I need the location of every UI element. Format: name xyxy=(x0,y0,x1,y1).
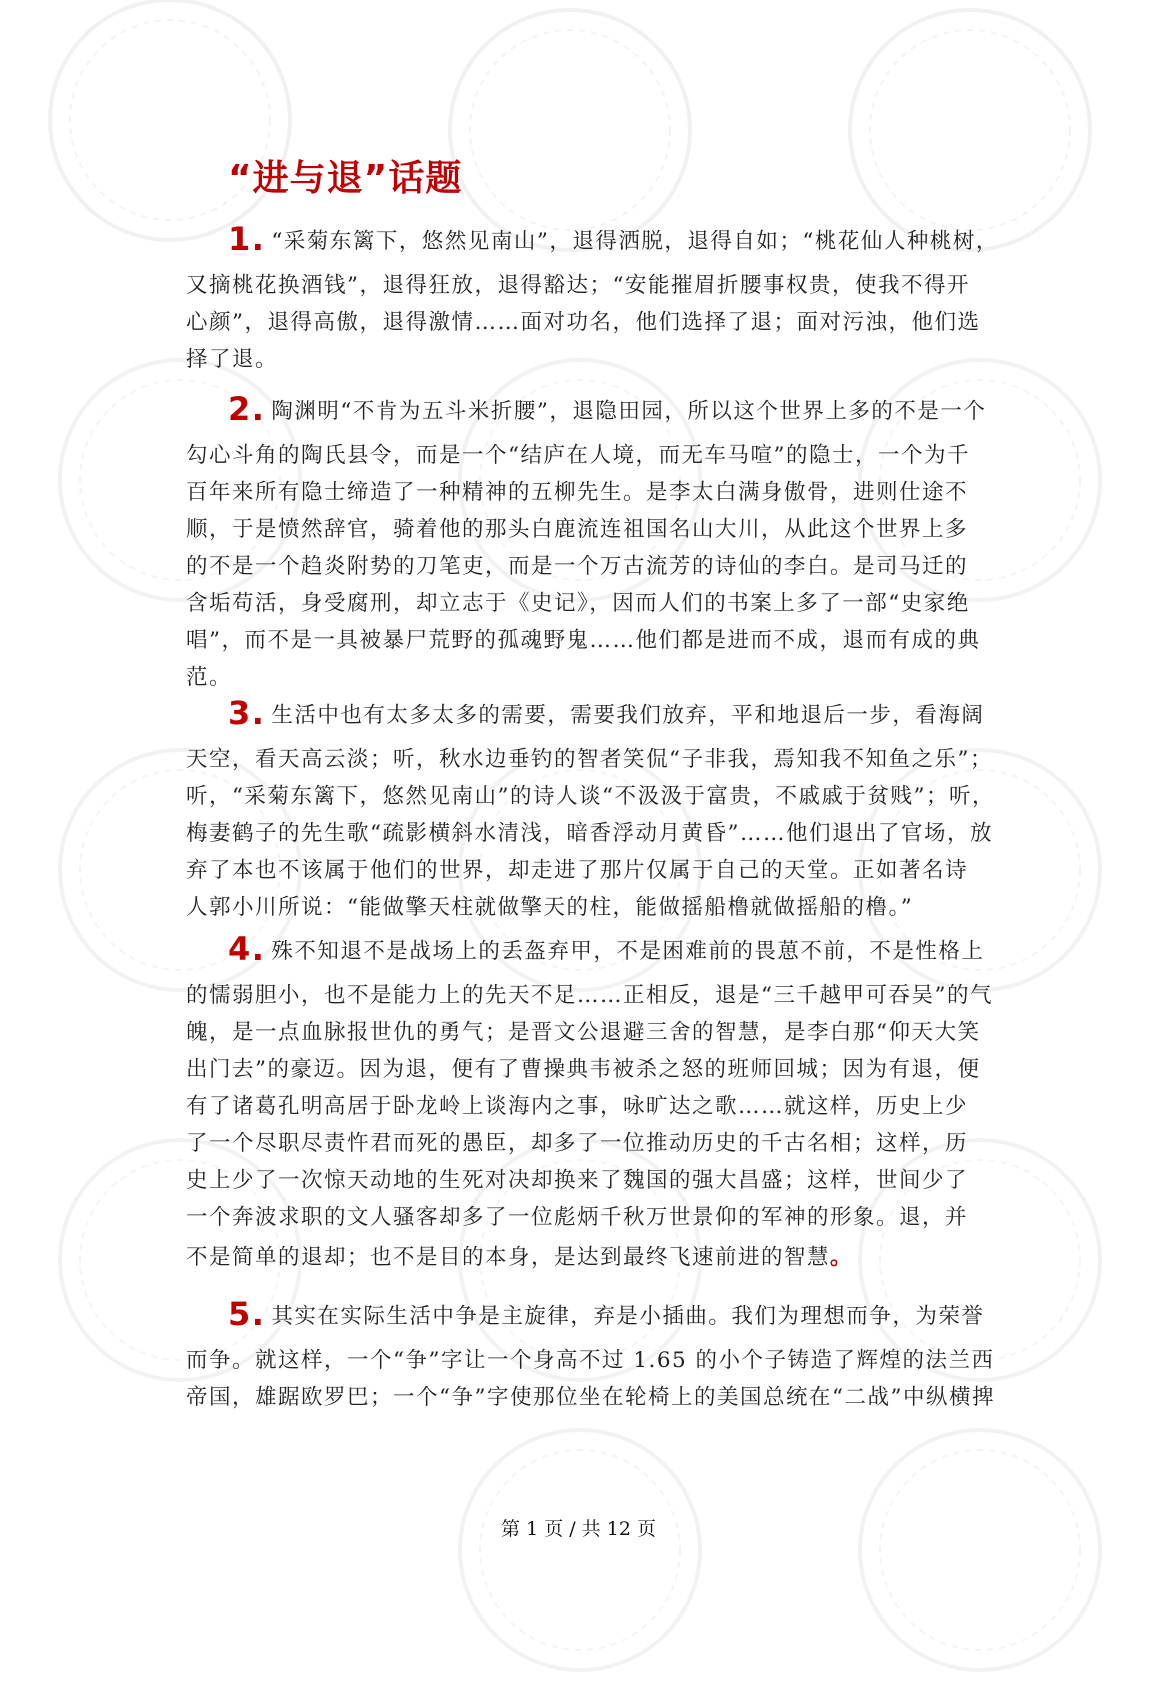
paragraph-line: 出门去”的豪迈。因为退，便有了曹操典韦被杀之怒的班师回城；因为有退，便 xyxy=(186,1057,981,1082)
paragraph-2 xyxy=(186,382,987,696)
paragraph-line: 3. 生活中也有太多太多的需要，需要我们放弃，平和地退后一步，看海阔 xyxy=(228,694,985,732)
paragraph-line: 5. 其实在实际生活中争是主旋律，弃是小插曲。我们为理想而争，为荣誉 xyxy=(228,1295,985,1333)
paragraph-4 xyxy=(186,922,993,1280)
paragraph-line: 心颜”，退得高傲，退得激情……面对功名，他们选择了退；面对污浊，他们选 xyxy=(186,310,981,335)
paragraph-number: 4. xyxy=(228,930,266,968)
paragraph-number: 1. xyxy=(228,220,266,258)
paragraph-line: 天空，看天高云淡；听，秋水边垂钓的智者笑侃“子非我，焉知我不知鱼之乐”； xyxy=(186,747,993,772)
paragraph-line: 唱”，而不是一具被暴尸荒野的孤魂野鬼……他们都是进而不成，退而有成的典 xyxy=(186,628,981,653)
paragraph-line: 4. 殊不知退不是战场上的丢盔弃甲，不是困难前的畏葸不前，不是性格上 xyxy=(228,930,985,968)
footer-prefix: 第 xyxy=(501,1518,521,1540)
current-page-number: 1 xyxy=(526,1518,539,1540)
paragraph-1 xyxy=(186,212,999,378)
paragraph-line: 而争。就这样，一个“争”字让一个身高不过 1.65 的小个子铸造了辉煌的法兰西 xyxy=(186,1348,995,1373)
paragraph-3 xyxy=(186,686,995,926)
paragraph-line: 了一个尽职尽责忤君而死的愚臣，却多了一位推动历史的千古名相；这样，历 xyxy=(186,1131,969,1156)
paragraph-line: 含垢苟活，身受腐刑，却立志于《史记》，因而人们的书案上多了一部“史家绝 xyxy=(186,591,970,616)
paragraph-line: 听，“采菊东篱下，悠然见南山”的诗人谈“不汲汲于富贵，不戚戚于贫贱”；听， xyxy=(186,784,995,809)
paragraph-line: 顺，于是愤然辞官，骑着他的那头白鹿流连祖国名山大川，从此这个世界上多 xyxy=(186,517,969,542)
red-period: 。 xyxy=(830,1245,854,1270)
paragraph-number: 5. xyxy=(228,1295,266,1333)
paragraph-line: 有了诸葛孔明高居于卧龙岭上谈海内之事，咏旷达之歌……就这样，历史上少 xyxy=(186,1094,969,1119)
paragraph-5 xyxy=(186,1287,995,1416)
paragraph-line: 史上少了一次惊天动地的生死对决却换来了魏国的强大昌盛；这样，世间少了 xyxy=(186,1168,969,1193)
footer-middle: 页 / 共 xyxy=(544,1518,601,1540)
paragraph-line: 1. “采菊东篱下，悠然见南山”，退得洒脱，退得自如；“桃花仙人种桃树， xyxy=(228,220,999,258)
paragraph-line: 梅妻鹤子的先生歌“疏影横斜水清浅，暗香浮动月黄昏”……他们退出了官场，放 xyxy=(186,821,993,846)
page-footer xyxy=(0,1514,1157,1541)
page-title: “进与退”话题 xyxy=(228,158,463,199)
footer-suffix: 页 xyxy=(636,1518,656,1540)
paragraph-line: 的不是一个趋炎附势的刀笔吏，而是一个万古流芳的诗仙的李白。是司马迁的 xyxy=(186,554,969,579)
paragraph-line: 百年来所有隐士缔造了一种精神的五柳先生。是李太白满身傲骨，进则仕途不 xyxy=(186,480,969,505)
paragraph-line: 魄，是一点血脉报世仇的勇气；是晋文公退避三舍的智慧，是李白那“仰天大笑 xyxy=(186,1020,981,1045)
paragraph-line: 弃了本也不该属于他们的世界，却走进了那片仅属于自己的天堂。正如著名诗 xyxy=(186,858,969,883)
paragraph-number: 3. xyxy=(228,694,266,732)
paragraph-line: 的懦弱胆小，也不是能力上的先天不足……正相反，退是“三千越甲可吞吴”的气 xyxy=(186,983,993,1008)
total-page-count: 12 xyxy=(606,1518,631,1540)
paragraph-line: 人郭小川所说：“能做擎天柱就做擎天的柱，能做摇船橹就做摇船的橹。” xyxy=(186,895,914,920)
paragraph-line: 一个奔波求职的文人骚客却多了一位彪炳千秋万世景仰的军神的形象。退，并 xyxy=(186,1205,969,1230)
paragraph-number: 2. xyxy=(228,390,266,428)
paragraph-line: 不是简单的退却；也不是目的本身，是达到最终飞速前进的智慧。 xyxy=(186,1245,854,1270)
paragraph-line: 帝国，雄踞欧罗巴；一个“争”字使那位坐在轮椅上的美国总统在“二战”中纵横捭 xyxy=(186,1385,995,1410)
paragraph-line: 2. 陶渊明“不肯为五斗米折腰”，退隐田园，所以这个世界上多的不是一个 xyxy=(228,390,987,428)
paragraph-line: 择了退。 xyxy=(186,347,279,372)
paragraph-line: 勾心斗角的陶氏县令，而是一个“结庐在人境，而无车马喧”的隐士，一个为千 xyxy=(186,443,970,468)
paragraph-line: 又摘桃花换酒钱”，退得狂放，退得豁达；“安能摧眉折腰事权贵，使我不得开 xyxy=(186,273,970,298)
paragraph-line: 范。 xyxy=(186,665,233,690)
